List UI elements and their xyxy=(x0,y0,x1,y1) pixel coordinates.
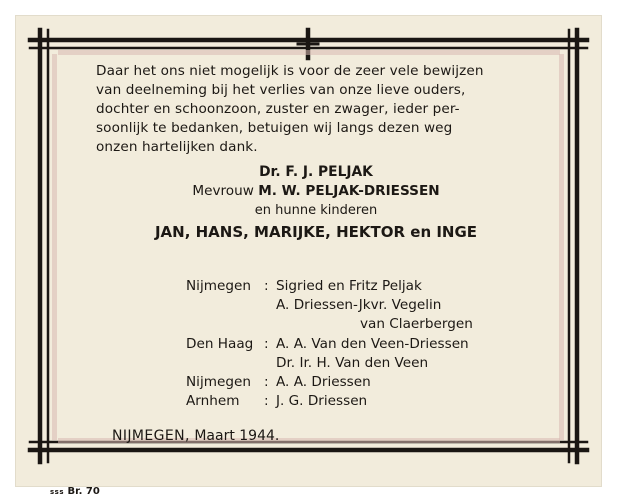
colon: : xyxy=(264,374,269,391)
relative-row xyxy=(186,373,473,392)
intro-line: Daar het ons niet mogelijk is voor de zeer vele bewijzen xyxy=(96,63,484,79)
children-intro: en hunne kinderen xyxy=(254,203,378,218)
relative-name: Sigried en Fritz Peljak xyxy=(276,278,422,294)
colon: : xyxy=(264,278,269,294)
relative-name: A. Driessen-Jkvr. Vegelin xyxy=(276,297,442,314)
relative-name: J. G. Driessen xyxy=(276,393,368,410)
mother-name xyxy=(96,182,536,201)
children-names: JAN, HANS, MARIJKE, HEKTOR en INGE xyxy=(154,223,478,241)
tint-band-left xyxy=(52,54,57,440)
colon: : xyxy=(264,335,269,352)
intro-paragraph xyxy=(96,62,536,157)
intro-line: van deelneming bij het verlies van onze lieve ouders, xyxy=(96,82,466,98)
relative-name: Dr. Ir. H. Van den Veen xyxy=(276,354,429,371)
relatives-list xyxy=(186,277,473,411)
tint-band-top xyxy=(58,50,560,55)
relative-row xyxy=(186,354,473,373)
printer-prefix: sss xyxy=(50,488,64,496)
father-name: Dr. F. J. PELJAK xyxy=(259,164,373,180)
relative-name: A. A. Driessen xyxy=(276,374,371,391)
tint-band-right xyxy=(559,54,564,440)
place-date xyxy=(112,428,279,444)
relative-place: Den Haag xyxy=(186,335,254,352)
relative-name: A. A. Van den Veen-Driessen xyxy=(276,335,469,352)
relative-row xyxy=(186,296,473,315)
card-text xyxy=(96,62,536,243)
relative-place: Arnhem xyxy=(186,393,240,410)
relative-name-continued: van Claerbergen xyxy=(360,316,473,333)
relative-place: Nijmegen xyxy=(186,278,251,294)
mother-full-name: M. W. PELJAK-DRIESSEN xyxy=(258,183,440,199)
city: NIJMEGEN, xyxy=(112,428,190,444)
relative-row xyxy=(186,277,473,296)
intro-line: dochter en schoonzoon, zuster en zwager, ieder per- xyxy=(96,101,460,117)
intro-line: onzen hartelijken dank. xyxy=(96,139,258,155)
relative-row xyxy=(186,315,473,334)
mourning-card xyxy=(16,16,601,497)
printer-mark xyxy=(50,486,100,497)
intro-line: soonlijk te bedanken, betuigen wij langs dezen weg xyxy=(96,120,453,136)
relative-place: Nijmegen xyxy=(186,374,251,391)
colon: : xyxy=(264,393,269,410)
mother-title: Mevrouw xyxy=(192,183,259,199)
relative-row xyxy=(186,392,473,411)
printer-code: Br. 70 xyxy=(67,486,100,497)
relative-row xyxy=(186,335,473,354)
date: Maart 1944. xyxy=(194,428,280,444)
